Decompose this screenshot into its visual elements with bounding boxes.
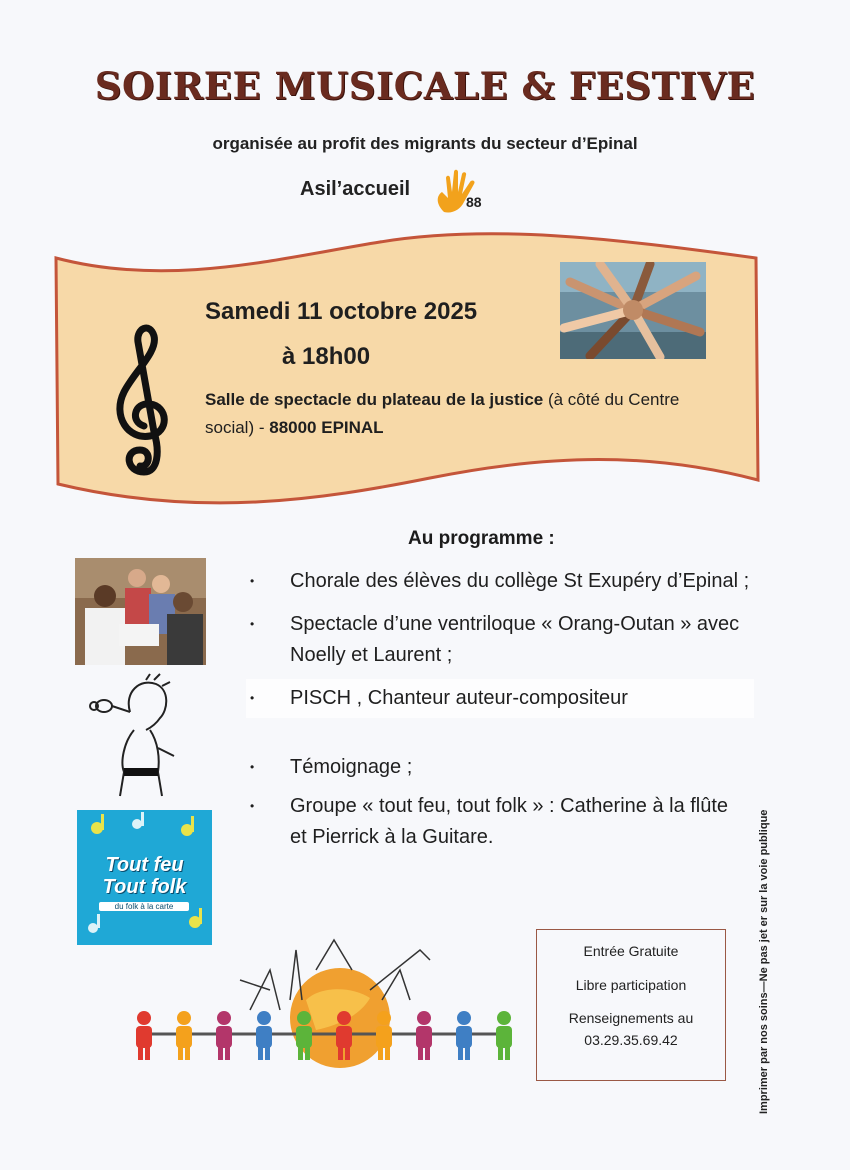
venue-detail: (à côté du Centre social) - xyxy=(205,390,680,437)
bullet-icon: • xyxy=(250,760,255,774)
logo-text: Asil’accueil xyxy=(300,178,411,200)
program-item: • Spectacle d’une ventriloque « Orang-Outan » avec Noelly et Laurent ; xyxy=(250,609,750,671)
print-notice: Imprimer par nos soins—Ne pas jet er sur la voie publique xyxy=(758,809,770,1114)
info-box xyxy=(536,929,726,1081)
bullet-icon: • xyxy=(250,617,255,631)
hands-together-photo xyxy=(560,262,706,359)
world-people-illustration xyxy=(120,930,530,1070)
tout-feu-tout-folk-image xyxy=(77,810,212,945)
flyer-title: SOIREE MUSICALE & FESTIVE xyxy=(94,64,756,108)
program-item: • PISCH , Chanteur auteur-compositeur xyxy=(250,683,750,714)
contact-label: Renseignements au xyxy=(568,1010,694,1026)
treble-clef-icon xyxy=(104,322,184,482)
bullet-icon: • xyxy=(250,691,255,705)
event-venue xyxy=(205,386,705,442)
event-date: Samedi 11 octobre 2025 xyxy=(205,298,478,325)
venue-city: 88000 EPINAL xyxy=(269,418,384,437)
bullet-icon: • xyxy=(250,799,255,813)
participation-text: Libre participation xyxy=(575,977,687,993)
bullet-icon: • xyxy=(250,574,255,588)
folk-title: Tout feu Tout folk xyxy=(102,854,187,898)
asil-accueil-logo xyxy=(300,168,500,218)
singer-drawing xyxy=(84,672,184,798)
event-time: à 18h00 xyxy=(282,343,371,370)
program-list xyxy=(250,566,750,853)
program-item: • Témoignage ; xyxy=(250,752,750,783)
program-title: Au programme : xyxy=(408,528,555,549)
folk-caption: du folk à la carte xyxy=(99,902,189,911)
venue-name: Salle de spectacle du plateau de la justice xyxy=(205,390,544,409)
logo-number: 88 xyxy=(466,194,482,210)
choir-photo xyxy=(75,558,206,665)
program-item: • Groupe « tout feu, tout folk » : Catherine à la flûte et Pierrick à la Guitare. xyxy=(250,791,750,853)
contact-phone: 03.29.35.69.42 xyxy=(584,1032,678,1048)
entry-text: Entrée Gratuite xyxy=(583,943,679,959)
program-item: • Chorale des élèves du collège St Exupéry d’Epinal ; xyxy=(250,566,750,597)
flyer-subtitle: organisée au profit des migrants du secteur d’Epinal xyxy=(212,134,638,153)
